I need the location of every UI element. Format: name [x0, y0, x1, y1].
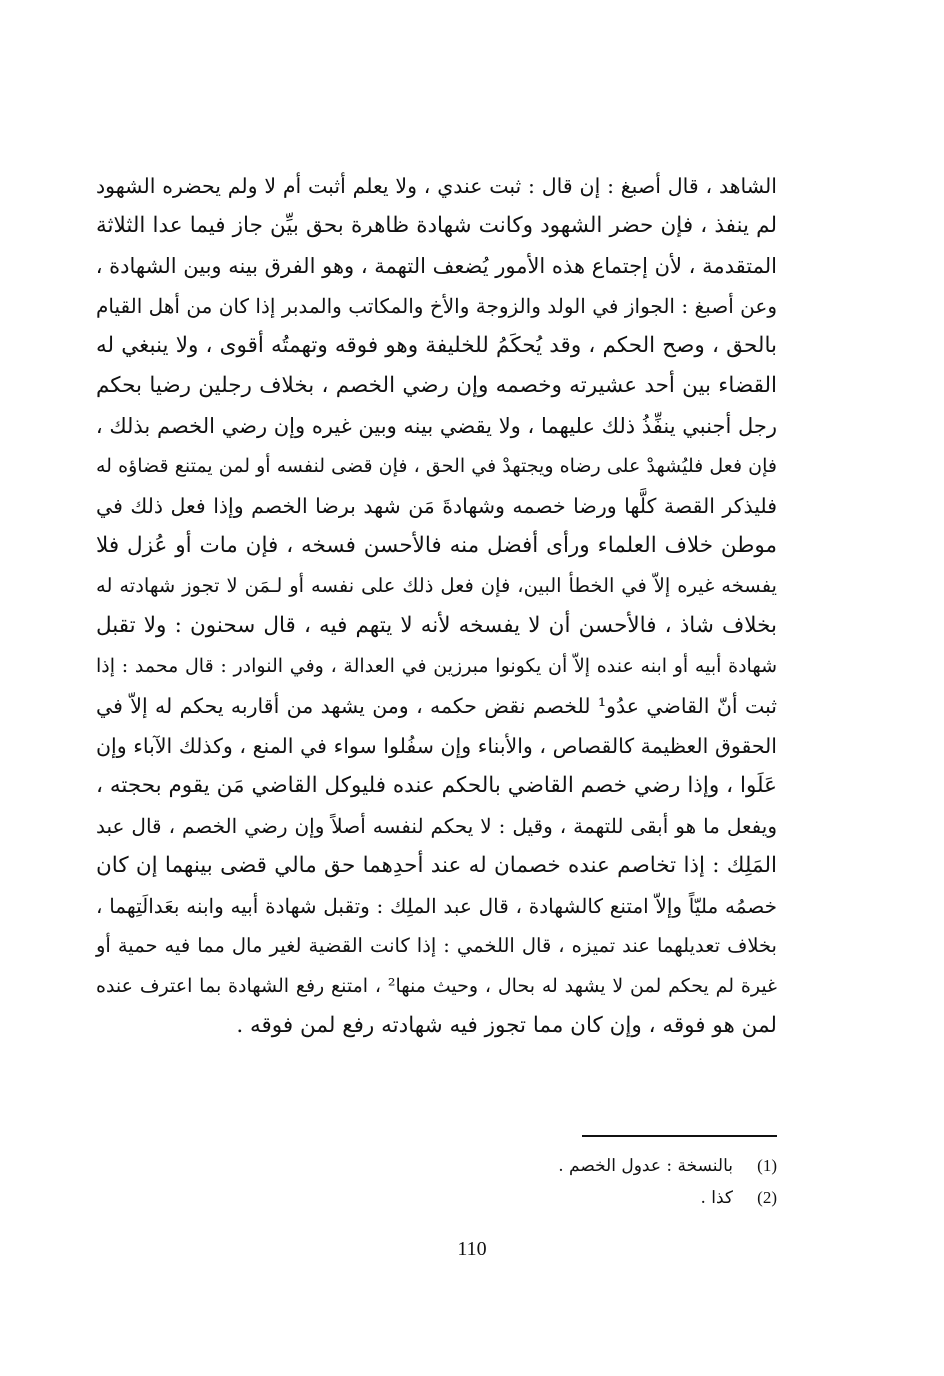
text-line: لمن هو فوقه ، وإن كان مما تجوز فيه شهادته رفع لمن فوقه . — [236, 1013, 777, 1038]
footnote-text: كذا . — [700, 1188, 733, 1208]
footnote-item — [558, 1182, 777, 1214]
text-line: فليذكر القصة كلَّها ورضا خصمه وشهادةَ مَن شهد برضا الخصم وإذا فعل ذلك في — [96, 494, 777, 518]
text-line: يفسخه غيره إلاّ في الخطأ البين، فإن فعل ذلك على نفسه أو لـمَن لا تجوز شهادته له — [96, 574, 777, 597]
text-line: غيرة لم يحكم لمن لا يشهد له بحال ، وحيث منها² ، امتنع رفع الشهادة بما اعترف عنده — [96, 975, 777, 997]
footnote-number: (2) — [757, 1188, 777, 1207]
text-line: الشاهد ، قال أصبغ : إن قال : ثبت عندي ، ولا يعلم أثبت أم لا ولم يحضره الشهود — [96, 174, 777, 198]
text-line: شهادة أبيه أو ابنه عنده إلاّ أن يكونوا مبرزين في العدالة ، وفي النوادر : قال محمد : إذا — [96, 655, 777, 677]
body-text — [96, 166, 777, 1046]
text-line: رجل أجنبي ينفِّذُ ذلك عليهما ، ولا يقضي بينه وبين غيره وإن رضي الخصم بذلك ، — [95, 414, 777, 438]
text-line: بخلاف تعديلهما عند تميزه ، قال اللخمي : إذا كانت القضية لغير مال مما فيه حمية أو — [96, 934, 777, 957]
text-line: المَلِك : إذا تخاصم عنده خصمان له عند أحدِهما حق مالي قضى بينهما إن كان — [96, 853, 777, 878]
text-line: عَلَوا ، وإذا رضي خصم القاضي بالحكم عنده فليوكل القاضي مَن يقوم بحجته ، — [96, 773, 777, 798]
text-line: بخلاف شاذ ، فالأحسن أن لا يفسخه لأنه لا يتهم فيه ، قال سحنون : ولا تقبل — [96, 613, 777, 638]
footnote-text: بالنسخة : عدول الخصم . — [558, 1156, 733, 1176]
footnote-divider — [582, 1135, 777, 1137]
footnote-number: (1) — [757, 1156, 777, 1175]
text-line: لم ينفذ ، فإن حضر الشهود وكانت شهادة ظاهرة بحق بيِّن جاز فيما عدا الثلاثة — [96, 213, 777, 238]
text-line: خصمُه مليّاً وإلاّ امتنع كالشهادة ، قال عبد الملِك : وتقبل شهادة أبيه وابنه بعَدالَتِهما ، — [96, 894, 777, 918]
text-line: بالحق ، وصح الحكم ، وقد يُحكَمُ للخليفة وهو فوقه وتهمتُه أقوى ، ولا ينبغي له — [96, 333, 777, 358]
text-line: المتقدمة ، لأن إجتماع هذه الأمور يُضعف التهمة ، وهو الفرق بينه وبين الشهادة ، — [95, 254, 777, 278]
text-line: القضاء بين أحد عشيرته وخصمه وإن رضي الخصم ، بخلاف رجلين رضيا بحكم — [96, 373, 777, 398]
text-line: موطن خلاف العلماء ورأى أفضل منه فالأحسن فسخه ، فإن مات أو عُزل فلا — [96, 533, 777, 558]
footnote-item — [558, 1150, 777, 1182]
text-line: ثبت أنّ القاضي عدُو¹ للخصم نقض حكمه ، ومن يشهد من أقاربه يحكم له إلاّ في — [96, 694, 777, 718]
footnotes — [558, 1150, 777, 1214]
text-line: وعن أصبغ : الجواز في الولد والزوجة والأخ والمكاتب والمدبر إذا كان من أهل القيام — [96, 294, 777, 318]
text-line: ويفعل ما هو أبقى للتهمة ، وقيل : لا يحكم لنفسه أصلاً وإن رضي الخصم ، قال عبد — [96, 814, 777, 838]
page-number: 110 — [457, 1238, 487, 1260]
text-line: الحقوق العظيمة كالقصاص ، والأبناء وإن سفُلوا سواء في المنع ، وكذلك الآباء وإن — [96, 734, 777, 758]
text-line: فإن فعل فليُشهدْ على رضاه ويجتهدْ في الحق ، فإن قضى لنفسه أو لمن يمتنع قضاؤه له — [96, 455, 777, 477]
